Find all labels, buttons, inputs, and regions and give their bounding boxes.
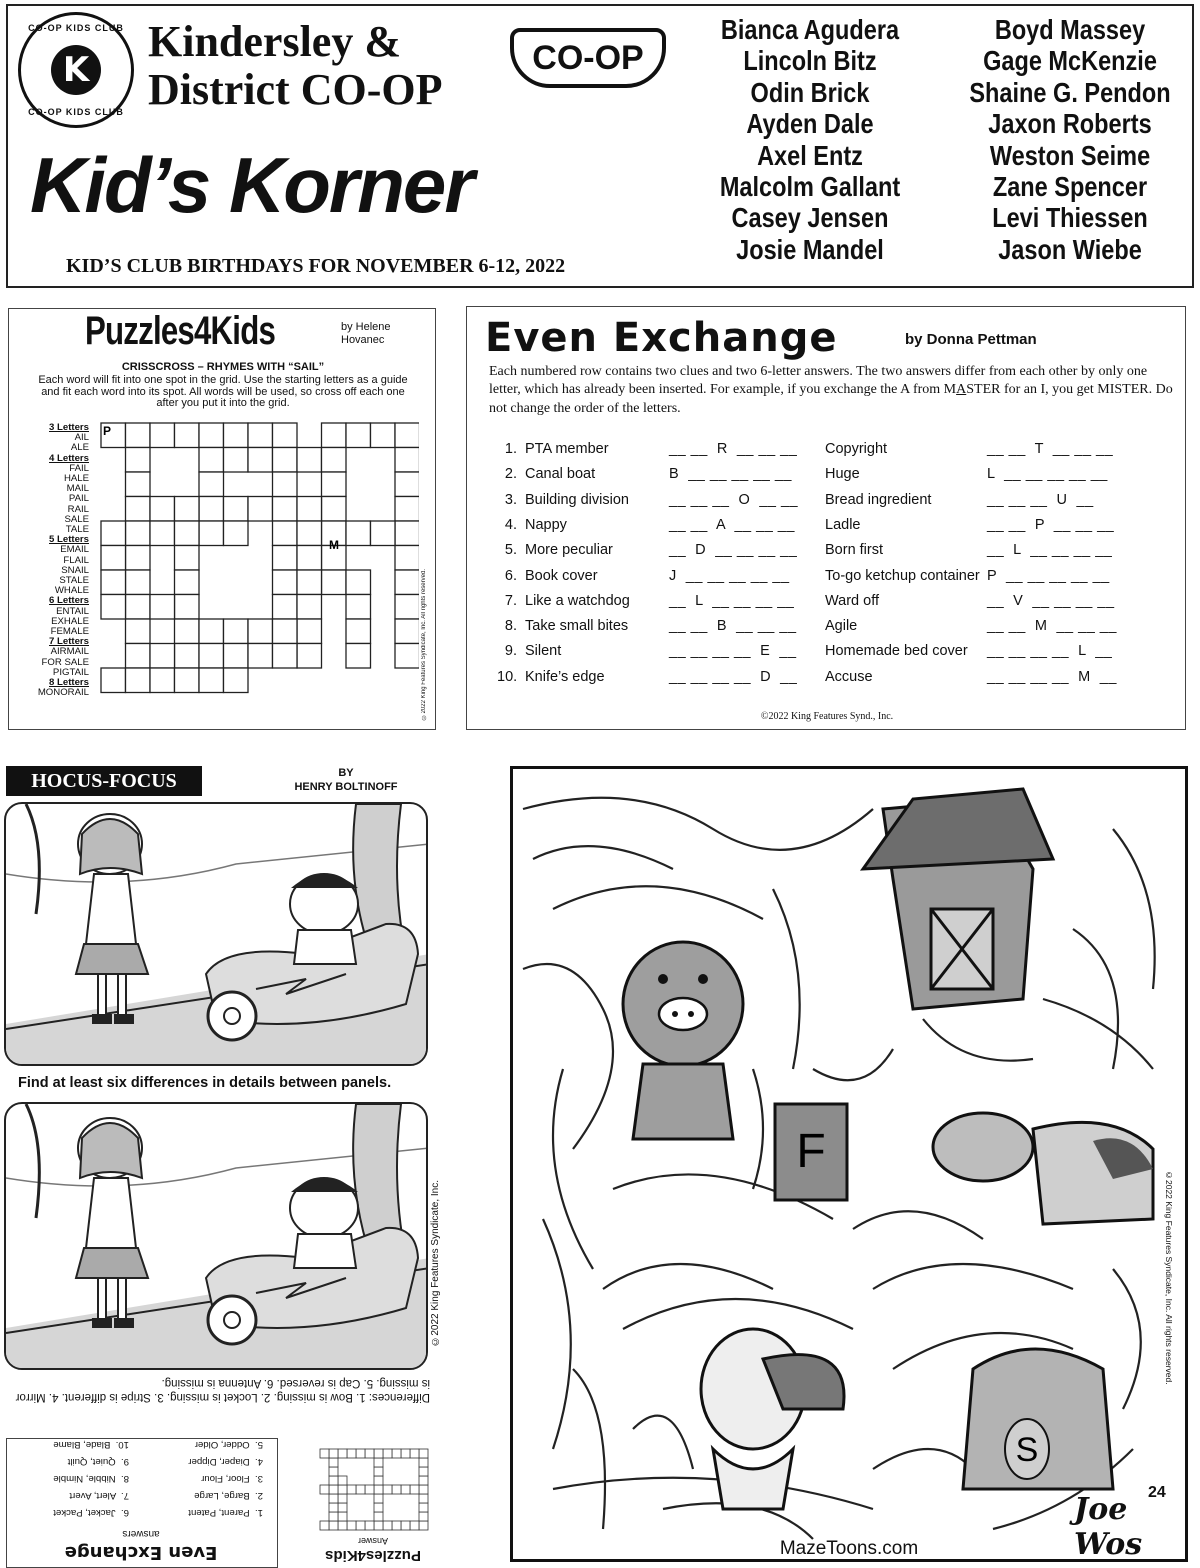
birthday-name: Odin Brick — [750, 76, 870, 108]
grid-cell[interactable] — [150, 423, 175, 448]
word-list-item: FEMALE — [50, 626, 89, 638]
clue-left: More peculiar — [525, 542, 613, 559]
maze-path[interactable] — [623, 1299, 853, 1329]
exchange-row — [467, 441, 1187, 466]
store-name — [148, 18, 508, 114]
maze-path[interactable] — [1113, 1269, 1141, 1409]
grid-cell[interactable] — [175, 521, 200, 546]
birthday-name: Weston Seime — [989, 139, 1151, 171]
coop-logo: CO-OP — [510, 28, 666, 88]
word-list-item: PIGTAIL — [52, 666, 89, 678]
maze-copyright: ©2022 King Features Syndicate, Inc. All rights reserved. — [1164, 1170, 1174, 1385]
answer-blanks-right[interactable]: __ __ __ U __ — [987, 491, 1094, 508]
word-list-item: MONORAIL — [37, 687, 89, 699]
grid-cell[interactable] — [248, 423, 273, 448]
even-exchange-puzzle — [466, 306, 1186, 730]
grid-cell[interactable] — [248, 644, 273, 669]
hocus-focus-copyright: ©2022 King Features Syndicate, Inc. — [430, 1180, 441, 1347]
grid-cell[interactable] — [199, 668, 224, 693]
clue-right: Copyright — [825, 441, 888, 457]
grid-cell[interactable] — [322, 472, 347, 497]
answer-item: 1. Parent, Patent — [188, 1507, 263, 1518]
grid-cell[interactable] — [395, 644, 419, 669]
answer-blanks-left[interactable]: __ __ __ O __ __ — [669, 491, 799, 508]
grid-cell[interactable] — [371, 423, 396, 448]
grid-cell[interactable] — [224, 521, 249, 546]
exchange-row — [467, 517, 1187, 542]
logo-ring-text-bottom: CO-OP KIDS CLUB — [28, 107, 124, 117]
grid-cell[interactable] — [395, 546, 419, 571]
birthday-name: Bianca Agudera — [720, 14, 900, 45]
hocus-focus-title: HOCUS-FOCUS — [6, 766, 202, 796]
word-list-item: FOR SALE — [41, 656, 89, 668]
crisscross-solved-grid — [308, 1434, 438, 1534]
word-list-item: SALE — [64, 513, 89, 525]
word-list-item: RAIL — [67, 503, 89, 515]
grid-cell[interactable] — [395, 423, 419, 448]
grid-cell[interactable] — [199, 497, 224, 522]
maze-website[interactable]: MazeToons.com — [779, 1538, 919, 1559]
even-exchange-instructions — [489, 363, 1179, 418]
grid-cell[interactable] — [273, 644, 298, 669]
crisscross-answer — [308, 1436, 438, 1568]
answer-blanks-left[interactable]: __ L __ __ __ __ — [669, 592, 795, 609]
crisscross-puzzle — [8, 308, 436, 730]
maze-sign-s: S — [1015, 1431, 1039, 1469]
store-name-line2: District CO-OP — [148, 65, 443, 114]
grid-cell[interactable] — [395, 595, 419, 620]
grid-cell[interactable] — [273, 546, 298, 571]
instructions-part2: STER for an I, you get MISTER. Do not change the order of the letters. — [489, 382, 1173, 416]
grid-cell[interactable] — [126, 448, 151, 473]
birthday-name: Jason Wiebe — [998, 233, 1142, 265]
grid-cell[interactable] — [248, 619, 273, 644]
birthday-name: Levi Thiessen — [992, 202, 1148, 234]
birthday-name: Casey Jensen — [731, 202, 889, 234]
grid-cell[interactable] — [273, 497, 298, 522]
clue-right: To-go ketchup container — [825, 567, 980, 584]
crisscross-subtitle: CRISSCROSS – RHYMES WITH “SAIL” — [121, 361, 325, 373]
birthday-name: Lincoln Bitz — [743, 45, 877, 77]
answer-blanks-left[interactable]: __ __ B __ __ __ — [669, 618, 797, 635]
grid-cell[interactable] — [395, 472, 419, 497]
grid-cell[interactable] — [273, 595, 298, 620]
grid-cell[interactable] — [199, 644, 224, 669]
clue-right: Ward off — [825, 592, 879, 609]
hocus-focus-author: HENRY BOLTINOFF — [294, 781, 398, 793]
clue-right: Agile — [825, 618, 858, 635]
answer-item: 10. Blade, Blame — [53, 1439, 129, 1450]
farm-maze[interactable] — [510, 766, 1188, 1562]
grid-cell[interactable] — [297, 570, 322, 595]
exchange-row — [467, 618, 1187, 643]
store-name-line1: Kindersley & — [148, 17, 401, 66]
even-exchange-title: Even Exchange — [485, 315, 838, 361]
grid-cell[interactable] — [150, 595, 175, 620]
instructions-part1: Each numbered row contains two clues and two 6-letter answers. The two answers differ from each other by only one letter, which has already been inserted. For example, if you exchange the A from M — [489, 364, 1148, 398]
grid-cell[interactable] — [175, 644, 200, 669]
word-list-item: SNAIL — [61, 564, 89, 576]
grid-cell[interactable] — [297, 619, 322, 644]
word-list-item: ENTAIL — [56, 605, 89, 617]
answer-blanks-left[interactable]: __ __ __ __ E __ — [669, 643, 797, 660]
even-exchange-copyright: ©2022 King Features Synd., Inc. — [760, 711, 894, 722]
exchange-row — [467, 492, 1187, 517]
grid-cell[interactable] — [101, 521, 126, 546]
clue-right: Bread ingredient — [825, 491, 932, 508]
grid-cell[interactable] — [150, 668, 175, 693]
clue-right: Born first — [825, 542, 884, 559]
word-list-item: FAIL — [69, 462, 89, 474]
answer-blanks-left[interactable]: __ __ A __ __ __ — [669, 516, 795, 533]
grid-cell[interactable] — [175, 546, 200, 571]
grid-cell[interactable] — [273, 619, 298, 644]
maze-artist-signature: Joe Wos — [1074, 1492, 1143, 1562]
grid-cell[interactable] — [175, 668, 200, 693]
maze-path[interactable] — [853, 1211, 983, 1239]
exchange-row — [467, 643, 1187, 668]
maze-path[interactable] — [553, 1069, 593, 1269]
word-group-heading: 3 Letters — [49, 422, 89, 433]
maze-path[interactable] — [523, 964, 613, 1149]
clue-left: Building division — [525, 491, 629, 508]
grid-cell[interactable] — [371, 521, 396, 546]
hocus-focus-panel-top — [4, 802, 428, 1066]
word-group-heading: 4 Letters — [49, 452, 89, 464]
hocus-focus-instructions: Find at least six differences in details between panels. — [18, 1075, 392, 1091]
maze-path[interactable] — [873, 1264, 1073, 1289]
grid-cell[interactable] — [126, 619, 151, 644]
grid-cell[interactable] — [322, 423, 347, 448]
grid-cell[interactable] — [395, 521, 419, 546]
clue-left: Take small bites — [525, 618, 629, 635]
answer-item: 4. Diaper, Dipper — [188, 1456, 263, 1467]
grid-cell[interactable] — [175, 423, 200, 448]
answer-item: 2. Barge, Large — [194, 1490, 263, 1501]
word-group-heading: 6 Letters — [49, 595, 89, 607]
grid-cell[interactable] — [224, 448, 249, 473]
maze-path[interactable] — [773, 889, 800, 1069]
birthday-name: Jaxon Roberts — [988, 108, 1152, 140]
grid-cell[interactable] — [175, 497, 200, 522]
grid-cell[interactable] — [395, 570, 419, 595]
grid-cell[interactable] — [224, 497, 249, 522]
grid-cell[interactable] — [395, 448, 419, 473]
birthday-name: Boyd Massey — [994, 14, 1146, 45]
answer-item: 7. Alert, Avert — [69, 1490, 129, 1501]
answers-subtitle: answers — [122, 1528, 160, 1539]
maze-path[interactable] — [923, 1019, 1033, 1061]
grid-cell[interactable] — [395, 497, 419, 522]
exchange-row — [467, 466, 1187, 491]
maze-path[interactable] — [633, 1416, 693, 1469]
word-list-item: FLAIL — [63, 554, 89, 566]
grid-cell[interactable] — [101, 546, 126, 571]
answer-item: 6. Jacket, Packet — [53, 1507, 129, 1518]
maze-path[interactable] — [753, 1069, 763, 1189]
maze-path[interactable] — [1073, 929, 1118, 1069]
grid-starter-letter-m: M — [329, 538, 339, 552]
crisscross-word-list — [21, 423, 89, 698]
hocus-focus-panel-bottom — [4, 1102, 428, 1370]
grid-cell[interactable] — [150, 497, 175, 522]
word-list-item: EXHALE — [51, 615, 89, 627]
maze-path[interactable] — [523, 798, 873, 850]
grid-cell[interactable] — [297, 595, 322, 620]
grid-cell[interactable] — [199, 619, 224, 644]
word-group-heading: 8 Letters — [49, 677, 89, 689]
birthday-name: Zane Spencer — [992, 171, 1148, 203]
maze-path[interactable] — [573, 1369, 605, 1529]
answer-blanks-left[interactable]: B __ __ __ __ __ — [669, 466, 792, 483]
grid-cell[interactable] — [346, 570, 371, 595]
birthday-name: Ayden Dale — [746, 108, 874, 140]
grid-cell[interactable] — [297, 644, 322, 669]
clue-right: Homemade bed cover — [825, 643, 968, 660]
grid-starter-letter-p: P — [103, 424, 112, 438]
answer-blanks-right[interactable]: P __ __ __ __ __ — [987, 567, 1110, 584]
word-list-item: AIRMAIL — [50, 646, 89, 658]
grid-cell[interactable] — [101, 668, 126, 693]
birthday-title: KID’S CLUB BIRTHDAYS FOR NOVEMBER 6-12, 2022 — [66, 255, 566, 277]
answer-item: 3. Floor, Flour — [201, 1473, 263, 1484]
grid-cell[interactable] — [126, 546, 151, 571]
answer-blanks-right[interactable]: __ __ M __ __ __ — [987, 618, 1117, 635]
answer-blanks-right[interactable]: __ L __ __ __ __ — [987, 542, 1113, 559]
crisscross-answer-title: Puzzles4Kids — [325, 1547, 421, 1564]
kids-club-logo — [18, 12, 134, 128]
grid-cell[interactable] — [175, 570, 200, 595]
answer-item: 9. Quiet, Quilt — [67, 1456, 129, 1467]
grid-cell[interactable] — [346, 644, 371, 669]
grid-cell[interactable] — [297, 448, 322, 473]
row-number: 2. — [504, 466, 517, 483]
grid-cell[interactable] — [395, 619, 419, 644]
answer-blanks-left[interactable]: __ __ __ __ D __ — [669, 668, 798, 685]
hocus-focus-differences-answer: Differences: 1. Bow is missing. 2. Locket is missing. 3. Stripe is different. 4. Mirror is missing. 5. Cap is reversed. 6. Antenna is missing. — [15, 1377, 430, 1403]
birthday-name: Axel Entz — [757, 139, 863, 171]
word-list-item: EMAIL — [60, 544, 89, 556]
grid-cell[interactable] — [224, 644, 249, 669]
grid-cell[interactable] — [273, 448, 298, 473]
answer-blanks-right[interactable]: __ V __ __ __ __ — [987, 592, 1115, 609]
word-list-item: ALE — [70, 442, 89, 454]
crisscross-title: Puzzles4Kids — [85, 309, 276, 353]
answer-blanks-left[interactable]: __ __ R __ __ __ — [669, 441, 798, 457]
crisscross-answer-subtitle: Answer — [358, 1536, 389, 1546]
grid-cell[interactable] — [175, 619, 200, 644]
word-list-item: TALE — [65, 524, 89, 536]
exchange-row — [467, 593, 1187, 618]
answers-column-2 — [53, 1436, 129, 1521]
page-headline: Kid’s Korner — [30, 141, 473, 229]
grid-cell[interactable] — [126, 521, 151, 546]
row-number: 3. — [504, 491, 517, 508]
clue-left: Knife’s edge — [525, 668, 605, 685]
grid-cell[interactable] — [126, 570, 151, 595]
clue-left: Nappy — [525, 516, 567, 533]
birthday-names-right — [969, 14, 1171, 265]
clue-left: Canal boat — [525, 466, 596, 483]
grid-cell[interactable] — [322, 497, 347, 522]
even-exchange-answers — [6, 1438, 278, 1568]
word-list-item: AIL — [74, 432, 89, 444]
row-number: 4. — [504, 516, 517, 533]
grid-cell[interactable] — [224, 619, 249, 644]
grid-cell[interactable] — [273, 423, 298, 448]
hocus-focus-by: BY — [338, 767, 354, 779]
word-list-item: WHALE — [54, 585, 89, 597]
clue-left: Like a watchdog — [525, 592, 630, 609]
grid-cell[interactable] — [101, 595, 126, 620]
answer-item: 8. Nibble, Nimble — [53, 1473, 129, 1484]
maze-path[interactable] — [873, 1449, 973, 1469]
answer-blanks-right[interactable]: __ __ T __ __ __ — [987, 441, 1114, 457]
crisscross-grid[interactable] — [99, 421, 419, 721]
word-list-item: MAIL — [66, 483, 89, 495]
instructions-underlined-letter: A — [956, 382, 967, 398]
grid-cell[interactable] — [273, 570, 298, 595]
grid-cell[interactable] — [199, 423, 224, 448]
clue-left: Book cover — [525, 567, 598, 584]
answers-title: Even Exchange — [64, 1542, 218, 1563]
clue-right: Ladle — [825, 516, 861, 533]
grid-cell[interactable] — [199, 472, 224, 497]
maze-path[interactable] — [533, 846, 673, 869]
word-group-heading: 7 Letters — [49, 636, 89, 648]
grid-cell[interactable] — [126, 497, 151, 522]
grid-cell[interactable] — [346, 595, 371, 620]
word-list-item: HALE — [63, 473, 89, 485]
clue-left: Silent — [525, 643, 562, 660]
grid-cell[interactable] — [126, 644, 151, 669]
grid-cell[interactable] — [297, 521, 322, 546]
answer-item: 5. Odder, Older — [194, 1439, 263, 1450]
logo-ring-text-top: CO-OP KIDS CLUB — [28, 23, 124, 33]
row-number: 8. — [504, 618, 517, 635]
maze-number: 24 — [1148, 1484, 1166, 1501]
cartoon-girl-and-boy-car-illustration-variant — [6, 1104, 428, 1370]
grid-cell[interactable] — [126, 423, 151, 448]
word-group-heading: 5 Letters — [49, 534, 89, 546]
exchange-row — [467, 542, 1187, 567]
answer-blanks-right[interactable]: __ __ __ __ M __ — [987, 668, 1117, 685]
grid-cell[interactable] — [273, 521, 298, 546]
birthday-name: Josie Mandel — [736, 233, 884, 265]
answer-blanks-right[interactable]: __ __ __ __ L __ — [987, 643, 1113, 660]
clue-left: PTA member — [525, 441, 609, 457]
grid-cell[interactable] — [101, 570, 126, 595]
maze-path[interactable] — [1113, 829, 1155, 989]
clue-right: Huge — [825, 466, 860, 483]
row-number: 10. — [497, 668, 518, 685]
grid-cell[interactable] — [273, 472, 298, 497]
answers-column-1 — [188, 1436, 263, 1521]
answer-blanks-right[interactable]: L __ __ __ __ __ — [987, 466, 1108, 483]
logo-letter: K — [51, 45, 101, 95]
birthday-name: Shaine G. Pendon — [969, 76, 1171, 108]
grid-cell[interactable] — [346, 619, 371, 644]
maze-path[interactable] — [813, 1049, 893, 1080]
grid-cell[interactable] — [248, 497, 273, 522]
row-number: 1. — [504, 441, 517, 457]
answer-blanks-left[interactable]: __ D __ __ __ __ — [669, 542, 798, 559]
birthday-name: Gage McKenzie — [983, 45, 1157, 77]
grid-cell[interactable] — [297, 546, 322, 571]
row-number: 6. — [504, 567, 517, 584]
grid-cell[interactable] — [322, 570, 347, 595]
grid-cell[interactable] — [346, 423, 371, 448]
crisscross-author: by Helene Hovanec — [341, 321, 391, 346]
grid-cell[interactable] — [248, 448, 273, 473]
exchange-row — [467, 568, 1187, 593]
maze-path[interactable] — [1043, 999, 1153, 1069]
grid-cell[interactable] — [126, 472, 151, 497]
word-list-item: PAIL — [68, 493, 89, 505]
crisscross-copyright: ©2022 King Features Syndicate, Inc. All rights reserved. — [421, 569, 427, 720]
grid-cell[interactable] — [322, 448, 347, 473]
grid-cell[interactable] — [150, 521, 175, 546]
birthday-names-left — [709, 14, 911, 265]
grid-cell[interactable] — [126, 595, 151, 620]
grid-cell[interactable] — [199, 448, 224, 473]
maze-sign-f: F — [796, 1125, 826, 1178]
grid-cell[interactable] — [224, 423, 249, 448]
word-list-item: STALE — [59, 575, 89, 587]
grid-cell[interactable] — [199, 521, 224, 546]
answer-blanks-right[interactable]: __ __ P __ __ __ — [987, 516, 1115, 533]
answer-blanks-left[interactable]: J __ __ __ __ __ — [669, 567, 790, 584]
maze-illustration[interactable] — [513, 769, 1185, 1559]
hocus-focus-byline — [286, 766, 406, 794]
even-exchange-author: by Donna Pettman — [905, 331, 1037, 348]
maze-path[interactable] — [543, 1219, 571, 1449]
exchange-row — [467, 669, 1187, 694]
row-number: 7. — [504, 592, 517, 609]
grid-cell[interactable] — [297, 497, 322, 522]
birthday-name: Malcolm Gallant — [719, 171, 901, 203]
grid-cell[interactable] — [150, 644, 175, 669]
row-number: 9. — [504, 643, 517, 660]
grid-cell[interactable] — [224, 668, 249, 693]
grid-cell[interactable] — [126, 668, 151, 693]
maze-path[interactable] — [553, 886, 763, 919]
row-number: 5. — [504, 542, 517, 559]
maze-path[interactable] — [603, 1264, 773, 1289]
clue-right: Accuse — [825, 668, 873, 685]
crisscross-instructions: Each word will fit into one spot in the grid. Use the starting letters as a guide and fit each word into its spot. All words will be used, so cross off each one after you put it into the grid. — [38, 374, 408, 409]
grid-cell[interactable] — [175, 595, 200, 620]
grid-cell[interactable] — [346, 521, 371, 546]
cartoon-girl-and-boy-car-illustration — [6, 804, 428, 1066]
